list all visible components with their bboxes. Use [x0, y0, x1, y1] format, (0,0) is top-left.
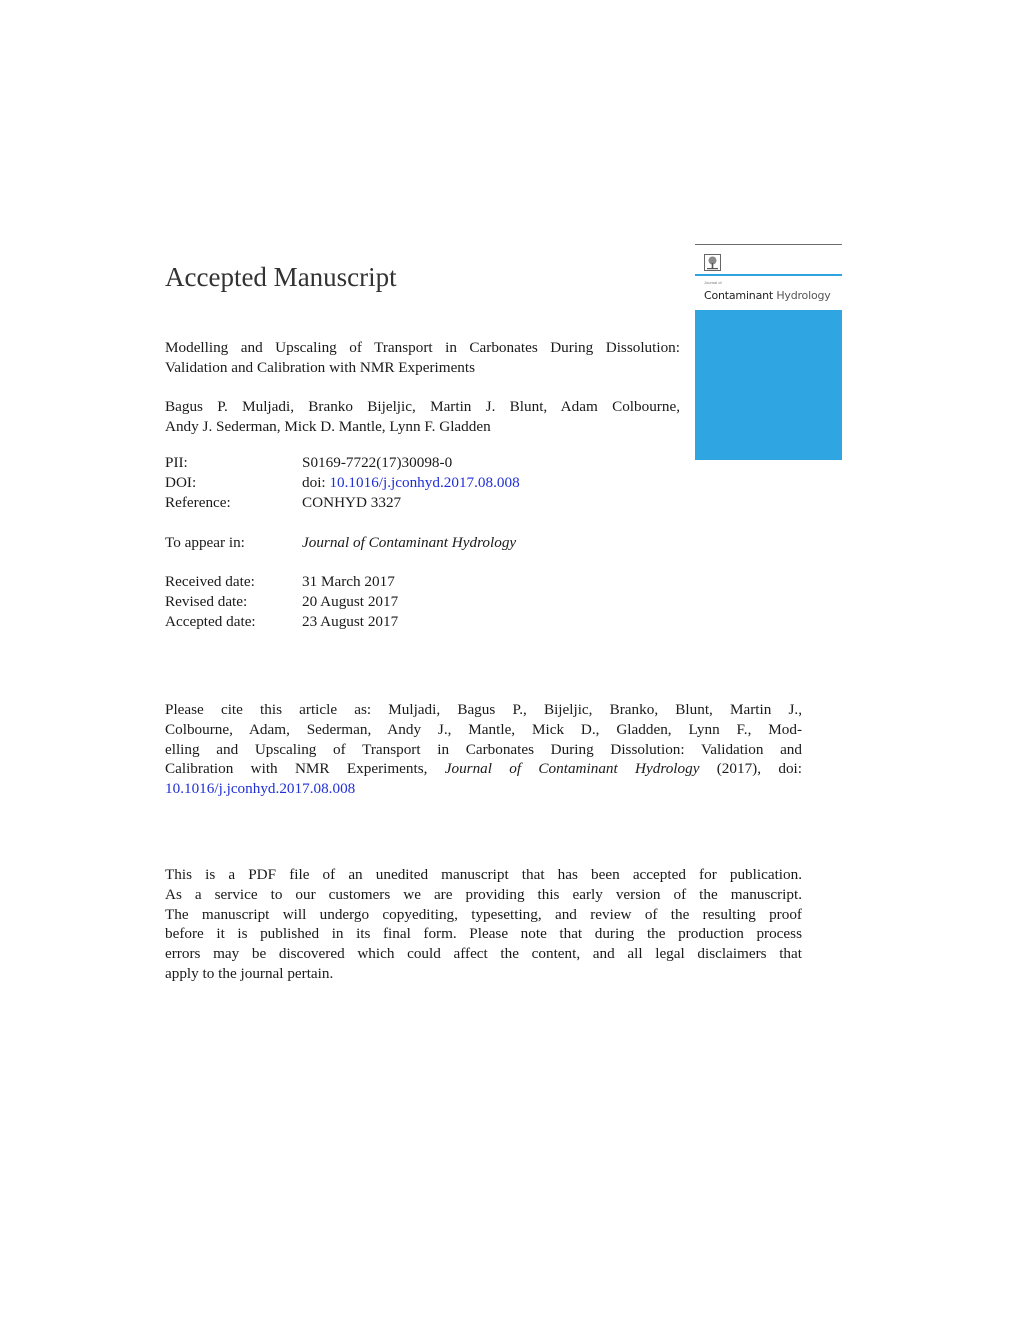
citation-line-5: [165, 779, 802, 799]
title-line-1: Modelling and Upscaling of Transport in Carbonates During Dissolution:: [165, 339, 680, 356]
article-title: [165, 338, 680, 378]
accepted-label: Accepted date:: [165, 613, 256, 630]
reference-label: Reference:: [165, 494, 231, 511]
cover-image-block: [695, 310, 842, 460]
notice-line-5: errors may be discovered which could affect the content, and all legal disclaimers that: [165, 945, 802, 963]
citation-line-4: [165, 759, 802, 779]
appear-value: Journal of Contaminant Hydrology: [302, 534, 517, 551]
doi-label: DOI:: [165, 474, 197, 491]
notice-line-4: before it is published in its final form. Please note that during the production process: [165, 925, 802, 943]
notice-line-1: This is a PDF file of an unedited manuscript that has been accepted for publication.: [165, 866, 802, 883]
citation-doi-link[interactable]: 10.1016/j.jconhyd.2017.08.008: [165, 780, 356, 798]
citation-line-2: Colbourne, Adam, Sederman, Andy J., Mantle, Mick D., Gladden, Lynn F., Mod-: [165, 720, 802, 738]
pii-label: PII:: [165, 454, 188, 471]
citation-line-1: Please cite this article as: Muljadi, Bagus P., Bijeljic, Branko, Blunt, Martin J.,: [165, 701, 802, 718]
title-line-2: Validation and Calibration with NMR Experiments: [165, 359, 476, 376]
accepted-value: 23 August 2017: [302, 613, 399, 630]
elsevier-tree-icon: [704, 254, 721, 271]
citation-line-3: elling and Upscaling of Transport in Carbonates During Dissolution: Validation and: [165, 740, 802, 758]
cover-top-rule: [695, 244, 842, 245]
doi-link[interactable]: 10.1016/j.jconhyd.2017.08.008: [329, 474, 520, 491]
cover-journal-bold: Contaminant: [704, 289, 774, 302]
cover-small-text: Journal of: [704, 280, 722, 285]
citation-paragraph: [165, 700, 802, 799]
doi-value: [302, 473, 520, 493]
authors-line-2: Andy J. Sederman, Mick D. Mantle, Lynn F. Gladden: [165, 418, 491, 435]
cover-journal-thin: Hydrology: [776, 289, 831, 302]
notice-line-3: The manuscript will undergo copyediting, typesetting, and review of the resulting proof: [165, 905, 802, 923]
citation-line-4-pre: Calibration with NMR Experiments,: [165, 760, 428, 778]
revised-value: 20 August 2017: [302, 593, 399, 610]
revised-label: Revised date:: [165, 593, 248, 610]
doi-prefix: doi:: [302, 474, 326, 491]
received-label: Received date:: [165, 573, 255, 590]
cover-journal-name: [704, 289, 831, 302]
author-list: [165, 397, 680, 437]
notice-line-6: apply to the journal pertain.: [165, 964, 334, 982]
citation-line-4-post: (2017), doi:: [716, 760, 802, 778]
notice-line-2: As a service to our customers we are providing this early version of the manuscript.: [165, 885, 802, 903]
reference-value: CONHYD 3327: [302, 494, 402, 511]
received-value: 31 March 2017: [302, 573, 395, 590]
appear-label: To appear in:: [165, 534, 245, 551]
cover-blue-rule: [695, 274, 842, 276]
authors-line-1: Bagus P. Muljadi, Branko Bijeljic, Martin J. Blunt, Adam Colbourne,: [165, 398, 680, 415]
notice-paragraph: [165, 865, 802, 984]
pii-value: S0169-7722(17)30098-0: [302, 454, 453, 471]
citation-journal: Journal of Contaminant Hydrology: [444, 760, 700, 778]
page-heading: Accepted Manuscript: [165, 262, 397, 292]
